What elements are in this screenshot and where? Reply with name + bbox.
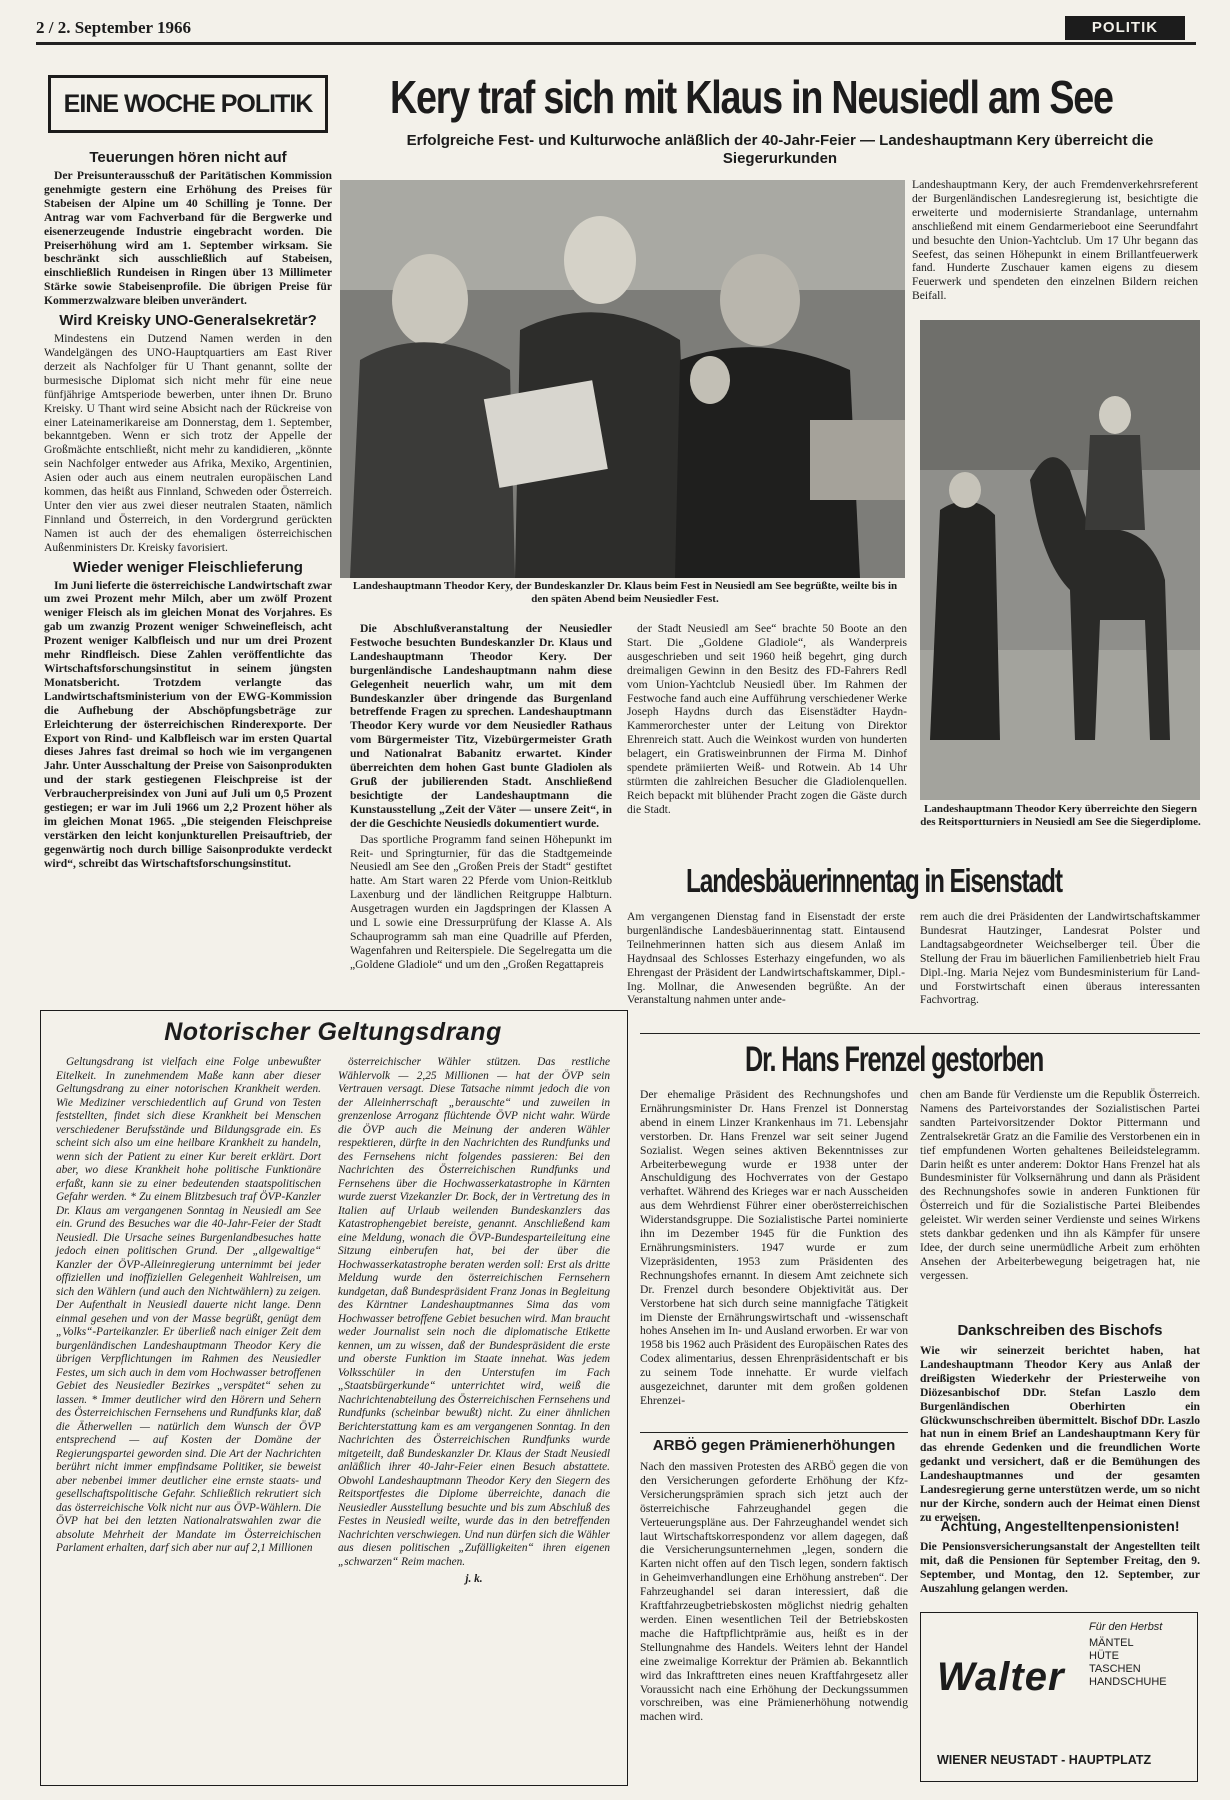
page-date: 2 / 2. September 1966: [36, 18, 192, 37]
woche-box-title: [48, 75, 328, 133]
pension-title: Achtung, Angestelltenpensionisten!: [940, 1518, 1180, 1534]
ad-tag: Für den Herbst: [1089, 1621, 1163, 1633]
lead-col1-bold: Die Abschlußveranstaltung der Neusiedler Festwoche besuchten Bundeskanzler Dr. Klaus und Landeshauptmann Theodor Kery. Der burgenländische Landeshauptmann nahm diese Gelegenheit neuerlich wahr, um mit dem Bundeskanzler über dringende das Burgenland betreffende Fragen zu sprechen. Landeshauptmann Theodor Kery wurde vor dem Neusiedler Rathaus vom Bürgermeister Titz, Vizebürgermeister Grath und Nationalrat Babanitz erwartet. Kinder überreichten dem hohen Gast bunte Gladiolen als Gruß der jubilierenden Stadt. Anschließend besichtigte der Landeshauptmann die Kunstausstellung „Zeit der Väter — unsere Zeit“, in der die Geschichte Neusiedls dokumentiert wurde.: [350, 622, 612, 830]
arboe-title: ARBÖ gegen Prämienerhöhungen: [652, 1437, 896, 1454]
ad-address: WIENER NEUSTADT - HAUPTPLATZ: [937, 1753, 1152, 1767]
horse-photo-caption: Landeshauptmann Theodor Kery überreichte den Siegern des Reitsportturniers in Neusiedl am See die Siegerdiplome.: [920, 803, 1201, 828]
dank-title: Dankschreiben des Bischofs: [957, 1322, 1163, 1339]
woche-item-text: Der Preisunterausschuß der Paritätischen Kommission genehmigte gestern eine Erhöhung des Preises für Stabeisen der Alpine um 40 Schilling je Tonne. Der Antrag war vom Fachverband für die Bergwerke und eisenerzeugende Industrie eingebracht worden. Die Preiserhöhung wird am 1. September wirksam. Sie beschränkt sich ausschließlich auf Stabeisen, einschließlich Rundeisen in Ringen über 13 Millimeter Stärke sowie Stabeisenprofile. Die übrigen Preise für Kommerzwalzware bleiben unverändert.: [44, 169, 332, 308]
horse-photo: [920, 320, 1200, 800]
lead-photo-caption: Landeshauptmann Theodor Kery, der Bundeskanzler Dr. Klaus beim Fest in Neusiedl am See begrüßte, weilte bis in den späten Abend beim Neusiedler Fest.: [352, 580, 898, 605]
geltung-headline: Notorischer Geltungsdrang: [164, 1018, 502, 1046]
ad-item: HÜTE: [1089, 1650, 1119, 1662]
dank-text: Wie wir seinerzeit berichtet haben, hat Landeshauptmann Theodor Kery aus Anlaß der dreißigsten Wiederkehr der Priesterweihe von Diözesanbischof DDr. Stefan Laszlo dem Burgenländischen Oberhirten ein Glückwunschschreiben übermittelt. Bischof DDr. Laszlo hat nun in einem Brief an Landeshauptmann Kery für das ehrende Gedenken und die freundlichen Worte gedankt und versichert, daß er die Bemühungen des Landeshauptmannes und der gesamten Landesregierung gerne unterstützen werde, um so nicht nur der Kirche, sondern auch der Heimat einen Dienst zu erweisen.: [920, 1344, 1200, 1524]
masthead-rule: [36, 42, 1196, 45]
woche-item-title: Teuerungen hören nicht auf: [89, 149, 287, 166]
arboe-text: Nach den massiven Protesten des ARBÖ gegen die von den Versicherungen geforderte Erhöhung der Kfz-Versicherungsprämien sprach sich jetzt auch der österreichische Fahrzeughandel gegen die Verteuerungspläne aus. Der Fahrzeughandel wendet sich laut Wirtschaftskorrespondenz vor allem dagegen, daß die Versicherungsunternehmen „legen, sondern die Karten nicht offen auf den Tisch legen, sondern faktisch in Geheimverhandlungen eine Erhöhung anstreben“. Der Fahrzeughandel sei daran interessiert, daß die Kraftfahrzeugbetriebskosten möglichst niedrig gehalten werden. Einen wesentlichen Teil der Betriebskosten mache die Haftpflichtprämie aus, heißt es in der Stellungnahme des Handels. Weiters lehnt der Handel eine zweimalige Korrektur der Prämien ab. Bekanntlich wird das Inkrafttreten eines neuen Kraftfahrgesetz aller Voraussicht nach eine Erhöhung der Deckungssummen vorschreiben, was eine Prämienerhöhung notwendig machen wird.: [640, 1460, 908, 1724]
woche-item-title: Wird Kreisky UNO-Generalsekretär?: [59, 312, 317, 330]
geltung-col2-text: österreichischer Wähler stützen. Das restliche Wählervolk — 2,25 Millionen — hat der ÖVP sein Vertrauen versagt. Diese Tatsache nimmt jedoch die von der Alleinherrschaft „berauschte“ und zuweilen in grenzenlose Arroganz flüchtende ÖVP nicht wahr. Würde die ÖVP auch die Meinung der anderen Wähler respektieren, dürfte in den Nachrichten des Rundfunks und des Fernsehens nicht folgendes passieren: Bei den Nachrichten des Österreichischen Rundfunks und Fernsehens über die Hochwasserkatastrophe in Kärnten wurde zuerst Vizekanzler Dr. Bock, der in Vertretung des in Italien auf Urlaub weilenden Bundeskanzlers das Katastrophengebiet bereiste, genannt. Anschließend kam eine Meldung, wonach die ÖVP-Bundesparteileitung eine Sitzung einberufen hat, bei der über die Hochwasserkatastrophe beraten werden soll: Erst als dritte Meldung wurde den österreichischen Fernsehern kundgetan, daß Bundespräsident Franz Jonas in Begleitung des Kärntner Landeshauptmannes Sima das vom Hochwasser betroffene Gebiet besuchen wird. Man braucht weder Journalist sein noch die diplomatische Etikette kennen, um zu wissen, daß der Bundespräsident die erste und oberste Funktion im Staate innehat. Was jedem Volksschüler in den Unterstufen im Fach „Staatsbürgerkunde“ unterrichtet wird, weiß die Nachrichtenabteilung des Österreichischen Fernsehens und Rundfunks (scheinbar bewußt) nicht. Zu einer ähnlichen Berichterstattung kam es am vergangenen Sonntag. In den Nachrichten des Österreichischen Rundfunks wurde mitgeteilt, daß Bundeskanzler Dr. Klaus der Stadt Neusiedl anläßlich ihrer 40-Jahr-Feier einen Besuch abstattete. Obwohl Landeshauptmann Theodor Kery den Siegern des Reitsportfestes die Diplome überreichte, danach die Neusiedler Ausstellung besuchte und bis zum Abschluß des Festes in Neusiedl weilte, wurde das in den betreffenden Nachrichten verschwiegen. Und nun dürfen sich die Wähler aus diesen politischen „Zufälligkeiten“ ihren eigenen „schwarzen“ Reim machen.: [338, 1056, 610, 1568]
geltung-col1-text: Geltungsdrang ist vielfach eine Folge unbewußter Eitelkeit. In zunehmendem Maße kann aber dieser Geltungsdrang zu einer notorischen Krankheit werden. Wie Mediziner verschiedentlich auf Grund von Testen feststellten, findet sich diese Krankheit bei Menschen verschiedener Berufsstände und Bildungsgrade ein. Es scheint sich also um eine heilbare Krankheit zu handeln, wenn sich der Patient zu einer Kur bereit erklärt. Dort aber, wo diese Krankheit hohe politische Funktionäre erfaßt, kann sie zu einer bedeutenden staatspolitischen Gefahr werden. * Zu einem Blitzbesuch traf ÖVP-Kanzler Dr. Klaus am vergangenen Sonntag in Neusiedl am See ein. Grund des Besuches war die 40-Jahr-Feier der Stadt Neusiedl. Die Ursache seines Burgenlandbesuches hatte jedoch einen politischen Grund. Der „allgewaltige“ Kanzler der ÖVP-Alleinregierung unternimmt bei jeder offiziellen und inoffiziellen Gelegenheit Wahlreisen, um sich den Wählern (und auch den Nichtwählern) zu zeigen. Der Aufenthalt in Neusiedl dauerte nicht lange. Denn einmal gesehen und von der Masse begrüßt, genügt dem „Volks“-Parteikanzler. Er überließ nach einiger Zeit dem burgenländischen Landeshauptmann Theodor Kery die übrigen Verpflichtungen im Rahmen des Neusiedler Festes, um sich auch in dem vom Hochwasser betroffenen Gebiet des Neusiedler Bezirkes „verspätet“ sehen zu lassen. * Immer deutlicher wird den Hörern und Sehern des Österreichischen Fernsehens und Rundfunks klar, daß die Ätherwellen — natürlich dem Wunsch der ÖVP entsprechend — auf Kosten der Domäne der Regierungspartei geworden sind. Die Art der Nachrichten berührt nicht immer empfindsame Politiker, sie beweist aber nebenbei immer deutlicher eine ernste staats- und gesellschaftspolitische Gefahr. Schließlich rekrutiert sich das österreichische Volk nicht nur aus ÖVP-Wählern. Die ÖVP hat bei den letzten Nationalratswahlen zwar die absolute Mehrheit der Mandate im Österreichischen Parlament erhalten, darf sich aber nur auf 2,1 Millionen: [56, 1056, 321, 1554]
ad-brand: Walter: [937, 1655, 1065, 1699]
lead-col2-text: der Stadt Neusiedl am See“ brachte 50 Boote an den Start. Die „Goldene Gladiole“, als Wanderpreis ausgeschrieben und seit 1960 heiß begehrt, ging durch dreimaligen Gewinn in den Besitz des FD-Fahrers Redl vom Union-Yachtclub Neusiedl über. Im Rahmen der Festwoche fand auch eine Aufführung verschiedener Werke Joseph Haydns durch das Eisenstädter Haydn-Kammerorchester unter der Leitung von Direktor Ehrenreich statt. Auch die Weinkost wurden von hunderten belagert, ein Gratisweinbrunnen der Firma M. Dinhof spendete prämiierten Weiß- und Rotwein. Ab 14 Uhr stürmten die zahlreichen Besucher die Gladiolenquellen. Reich bepackt mit blühender Pracht zogen die Gäste durch die Stadt.: [627, 622, 907, 816]
ad-item: HANDSCHUHE: [1089, 1676, 1167, 1688]
ad-items: [1089, 1637, 1167, 1689]
lead-photo-image: [340, 180, 905, 578]
woche-item-title: Wieder weniger Fleischlieferung: [73, 558, 303, 576]
frenzel-column-2: chen am Bande für Verdienste um die Republik Österreich. Namens des Parteivorstandes der Sozialistischen Partei sandten Parteivorsitzender Doktor Pittermann und Zentralsekretär Gratz an die Familie des Verstorbenen ein in tief empfundenen Worten gehaltenes Beileidstelegramm. Darin heißt es unter anderem: Doktor Hans Frenzel hat als Bundesminister für Volksernährung und dann als Präsident des Rechnungshofes sowie in anderen Funktionen für Österreich und für die Sozialistische Partei Bleibendes geleistet. Wir werden seiner Verdienste und seines Wirkens stets dankbar gedenken und ihn als Kämpfer für unsere Idee, der durch seine unermüdliche Arbeit zum erhöhten Ansehen der Arbeiterbewegung beigetragen hat, nie vergessen.: [920, 1088, 1200, 1282]
frenzel-top-rule: [640, 1033, 1200, 1034]
lead-photo: [340, 180, 905, 578]
baeuerinnen-column-1: Am vergangenen Dienstag fand in Eisenstadt der erste burgenländische Landesbäuerinnentag statt. Eintausend Teilnehmerinnen hatten sich aus diesem Anlaß im Haydnsaal des Schlosses Esterhazy eingefunden, wo als Ehrengast der Präsident der Landwirtschaftskammer, Dipl.-Ing. Mollnar, die Anwesenden begrüßte. An der Veranstaltung nahmen unter ande-: [627, 910, 905, 1007]
baeuerinnen-headline: Landesbäuerinnentag in Eisenstadt: [686, 862, 1062, 899]
horse-photo-image: [920, 320, 1200, 800]
lead-right-text: Landeshauptmann Kery, der auch Fremdenverkehrsreferent der Burgenländischen Landesregierung ist, besichtigte die erweiterte und modernisierte Strandanlage, unternahm anschließend mit einem Gendarmerieboot eine Seerundfahrt und besuchte den Union-Yachtclub. Um 17 Uhr begann das Seefest, das seinen Höhepunkt in einem Brillantfeuerwerk fand. Hunderte Zuschauer kamen eigens zu diesem Feuerwerk und spendeten den einzelnen Bildern reichen Beifall.: [912, 178, 1198, 303]
frenzel-column-1: Der ehemalige Präsident des Rechnungshofes und Ernährungsminister Dr. Hans Frenzel ist Donnerstag abend in einem Linzer Krankenhaus im 71. Lebensjahr verstorben. Dr. Hans Frenzel war seit seiner Jugend Sozialist. Wegen seines aktiven Bekenntnisses zur Arbeiterbewegung wurde er 1938 unter der Anschuldigung des Hochverrates von der Gestapo verhaftet. Während des Krieges war er nach Ausscheiden aus dem Wehrdienst Führer einer oberösterreichischen Widerstandsgruppe. Die Sozialistische Partei nominierte ihn im Dezember 1945 für die Funktion des Ernährungsministers. 1947 wurde er zum Vizepräsidenten, 1953 zum Präsidenten des Rechnungshofes ernannt. In diesem Amt zeichnete sich Dr. Frenzel durch besondere Objektivität aus. Der Verstorbene hat sich durch seine mannigfache Tätigkeit im Dienste der Ernährungswirtschaft und -wissenschaft hohes Ansehen im In- und Ausland erworben. Er war von 1958 bis 1962 auch Präsident des Europäischen Rates des Codex alimentarius, dessen Ehrenpräsidentschaft er bis zu seinem Tode innehatte. Er wurde vielfach ausgezeichnet, darunter mit dem großen goldenen Ehrenzei-: [640, 1088, 908, 1407]
baeuerinnen-column-2: rem auch die drei Präsidenten der Landwirtschaftskammer Bundesrat Hautzinger, Landesrat Polster und Landtagsabgeordneter Weichselberger teil. Über die Stellung der Frau im bäuerlichen Familienbetrieb hielt Frau Dipl.-Ing. Maria Nejez vom Bundesministerium für Land- und Forstwirtschaft einen überaus interessanten Fachvortrag.: [920, 910, 1200, 1007]
lead-column-1: [350, 622, 612, 1027]
section-label: POLITIK: [1065, 16, 1185, 40]
geltung-signature: j. k.: [465, 1573, 483, 1585]
woche-item-text: Mindestens ein Dutzend Namen werden in den Wandelgängen des UNO-Hauptquartiers am East River derzeit als Nachfolger für U Thant genannt, sollte der burmesische Diplomat sich nicht mehr für eine neue fünfjährige Amtsperiode bewerben, unter ihnen Dr. Bruno Kreisky. U Thant wird seine Absicht nach der Rückreise von einer Lateinamerikareise am Donnerstag, dem 1. September, bekanntgeben. Wenn er sich trotz der Appelle der Großmächte entschließt, nicht mehr zu kandidieren, „könnte sein Nachfolger entweder aus Afrika, Mexiko, Argentinien, Asien oder auch aus einem neutralen europäischen Land kommen, das heißt aus Finnland, Schweden oder Österreich. Unter den vier aus zwei dieser neutralen Staaten, nämlich Finnland und Österreich, in den Vordergrund gerückten Namen ist auch der des ehemaligen österreichischen Außenministers Dr. Kreisky favorisiert.: [44, 332, 332, 554]
frenzel-headline: Dr. Hans Frenzel gestorben: [745, 1040, 1044, 1079]
lead-headline: Kery traf sich mit Klaus in Neusiedl am See: [390, 71, 1113, 123]
woche-item-text: Im Juni lieferte die österreichische Landwirtschaft zwar um zwei Prozent mehr Milch, aber um zwölf Prozent weniger Fleisch als im gleichen Monat des Vorjahres. Es gab um zwanzig Prozent weniger Schweinefleisch, acht Prozent weniger Kalbfleisch und nur um drei Prozent mehr Rindfleisch. Diese Zahlen veröffentlichte das Wirtschaftsforschungsinstitut in seinem jüngsten Monatsbericht. Trotzdem verlangte das Landwirtschaftsministerium von der EWG-Kommission die Aufhebung der Abschöpfungsbeträge zur Erleichterung der österreichischen Rinderexporte. Der Export von Rind- und Kalbfleisch war im ersten Quartal dieses Jahres fast dreimal so hoch wie im vergangenen Jahr. Unter Ausschaltung der Preise von Saisonprodukten und der stark gestiegenen Fleischpreise ist der Verbraucherpreisindex von Juni auf Juli um 0,5 Prozent gestiegen; er war im Juli 1966 um 2,2 Prozent höher als im gleichen Monat 1965. „Die steigenden Fleischpreise verstärken den leicht konjunkturellen Preisauftrieb, der gegenwärtig noch durch billige Saisonprodukte verdeckt wird“, schreibt das Wirtschaftsforschungsinstitut.: [44, 578, 332, 870]
lead-subheadline: Erfolgreiche Fest- und Kulturwoche anläßlich der 40-Jahr-Feier — Landeshauptmann Kery überreicht die Siegerurkunden: [406, 132, 1154, 167]
lead-col1-text: Das sportliche Programm fand seinen Höhepunkt im Reit- und Springturnier, für das die Stadtgemeinde Neusiedl am See den „Großen Preis der Stadt“ gestiftet hatte. Am Start waren 22 Pferde vom Union-Reitklub Laxenburg und der ländlichen Reitgruppe Halbturn. Ausgetragen wurden ein Jagdspringen der Klassen A und L sowie eine Dressurprüfung der Klasse A. Als Schauprogramm sah man eine Quadrille auf Pferden, Wagenfahren und Reiterspiele. Die Segelregatta um die „Goldene Gladiole“ und um den „Großen Regattapreis: [350, 832, 612, 971]
walter-ad: [920, 1612, 1198, 1782]
geltung-column-1: [56, 1056, 321, 1778]
pension-text: Die Pensionsversicherungsanstalt der Angestellten teilt mit, daß die Pensionen für September Freitag, den 9. September, und Montag, den 12. September, zur Auszahlung gelangen werden.: [920, 1540, 1200, 1595]
lead-column-2: [627, 622, 907, 847]
ad-item: TASCHEN: [1089, 1663, 1141, 1675]
woche-box-title-text: EINE WOCHE POLITIK: [63, 89, 313, 118]
ad-item: MÄNTEL: [1089, 1637, 1134, 1649]
woche-column: [44, 145, 332, 1005]
arboe-rule: [640, 1432, 908, 1433]
geltung-column-2: [338, 1056, 610, 1778]
